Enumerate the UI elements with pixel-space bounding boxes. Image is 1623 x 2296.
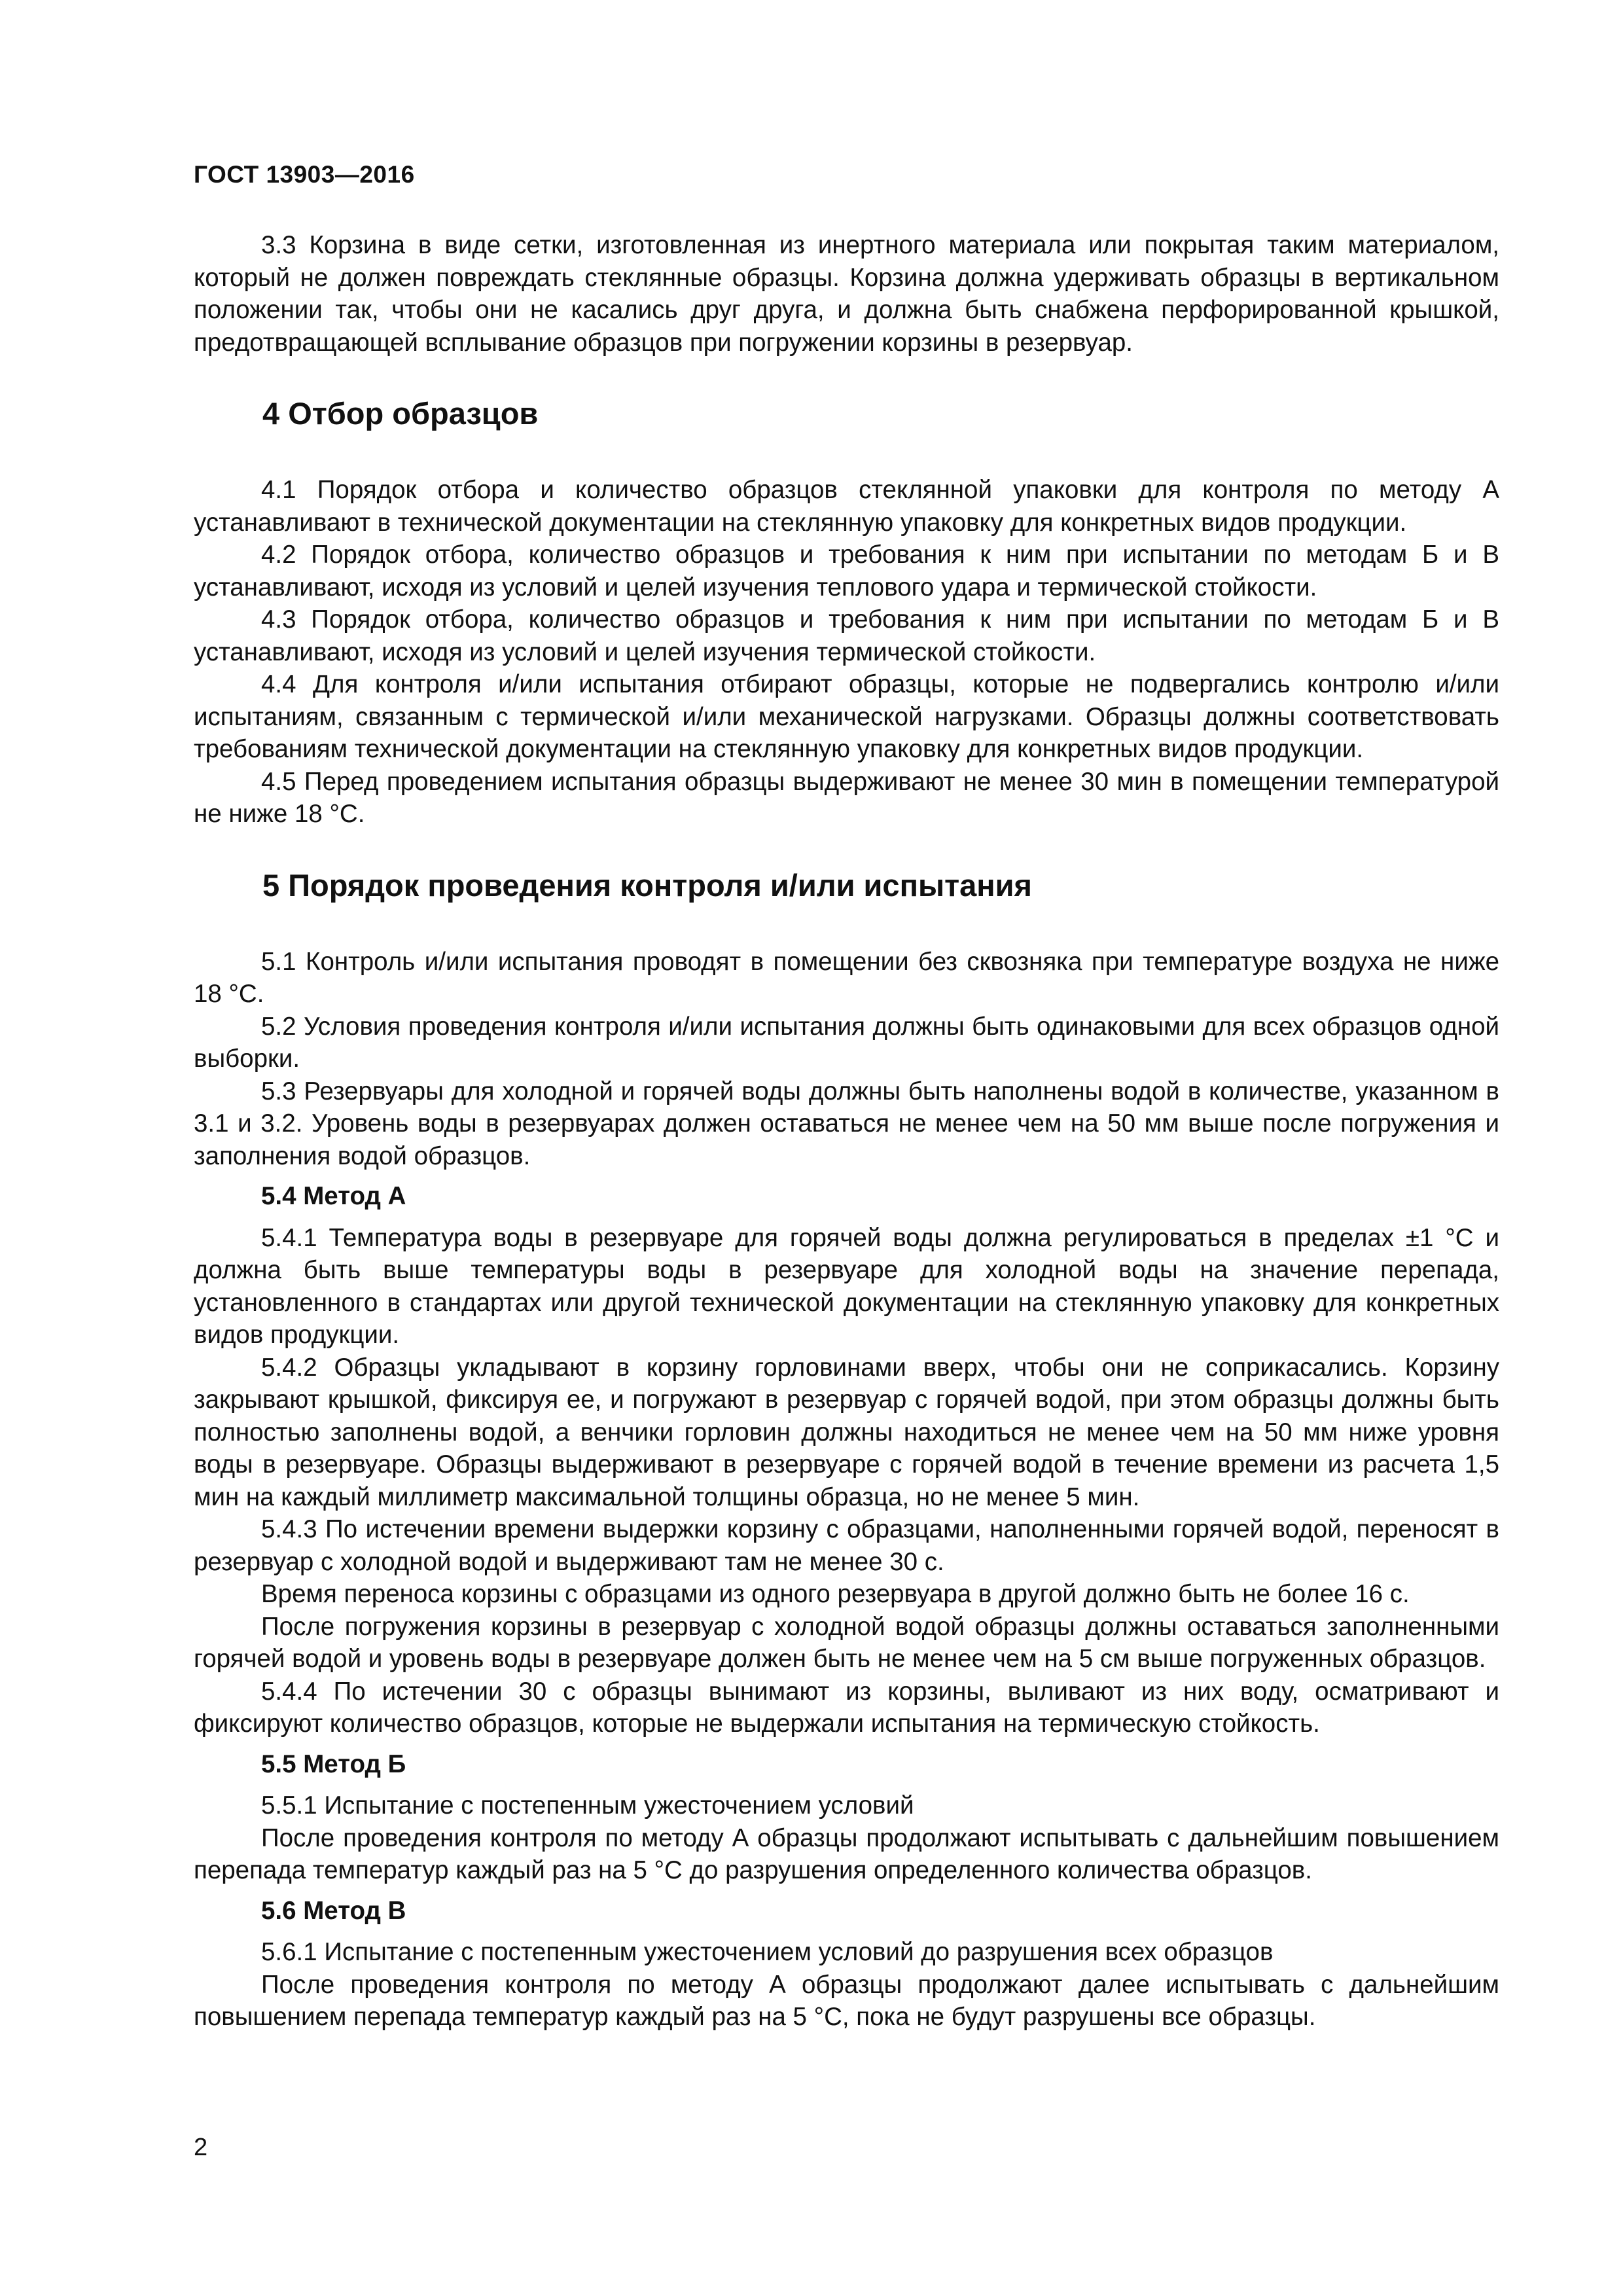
paragraph-5-4-4: 5.4.4 По истечении 30 с образцы вынимают из корзины, выливают из них воду, осматривают и фиксируют количество образцов, которые не выдержали испытания на термическую стойкость. [194, 1677, 1499, 1738]
paragraph-4-5: 4.5 Перед проведением испытания образцы выдерживают не менее 30 мин в помещении температурой не ниже 18 °С. [194, 767, 1499, 828]
subsection-heading-5-4: 5.4 Метод А [261, 1182, 406, 1210]
subsection-heading-5-5: 5.5 Метод Б [261, 1749, 406, 1778]
document-body [194, 229, 1499, 2034]
page-number: 2 [194, 2134, 208, 2161]
paragraph-5-4-1: 5.4.1 Температура воды в резервуаре для горячей воды должна регулироваться в пределах ±1 °С и должна быть выше температуры воды в резервуаре для холодной воды на значение перепада, установленного в стандартах или другой технической документации на стеклянную упаковку для конкретных видов продукции. [194, 1223, 1499, 1349]
subsection-heading-5-6: 5.6 Метод В [261, 1896, 406, 1925]
paragraph-4-2: 4.2 Порядок отбора, количество образцов и требования к ним при испытании по методам Б и В устанавливают, исходя из условий и целей изучения теплового удара и термической стойкости. [194, 541, 1499, 601]
paragraph-5-5-1-text: После проведения контроля по методу А образцы продолжают испытывать с дальнейшим повышением перепада температур каждый раз на 5 °С до разрушения определенного количества образцов. [194, 1823, 1499, 1884]
paragraph-5-4-3-immersion: После погружения корзины в резервуар с холодной водой образцы должны оставаться заполненными горячей водой и уровень воды в резервуаре должен быть не менее чем на 5 см выше погруженных образцов. [194, 1612, 1499, 1673]
paragraph-3-3: 3.3 Корзина в виде сетки, изготовленная из инертного материала или покрытая таким материалом, который не должен повреждать стеклянные образцы. Корзина должна удерживать образцы в вертикальном положении так, чтобы они не касались друг друга, и должна быть снабжена перфорированной крышкой, предотвращающей всплывание образцов при погружении корзины в резервуар. [194, 231, 1499, 357]
paragraph-4-4: 4.4 Для контроля и/или испытания отбирают образцы, которые не подвергались контролю и/или испытаниям, связанным с термической и/или механической нагрузками. Образцы должны соответствовать требованиям технической документации на стеклянную упаковку для конкретных видов продукции. [194, 670, 1499, 763]
document-header: ГОСТ 13903—2016 [194, 161, 415, 188]
section-heading-4: 4 Отбор образцов [262, 396, 539, 431]
paragraph-4-1: 4.1 Порядок отбора и количество образцов стеклянной упаковки для контроля по методу А устанавливают в технической документации на стеклянную упаковку для конкретных видов продукции. [194, 476, 1499, 537]
paragraph-5-4-3: 5.4.3 По истечении времени выдержки корзину с образцами, наполненными горячей водой, переносят в резервуар с холодной водой и выдерживают там не менее 30 с. [194, 1515, 1499, 1576]
paragraph-5-4-2: 5.4.2 Образцы укладывают в корзину горловинами вверх, чтобы они не соприкасались. Корзину закрывают крышкой, фиксируя ее, и погружают в резервуар с горячей водой, при этом образцы должны быть полностью заполнены водой, а венчики горловин должны находиться не менее чем на 50 мм ниже уровня воды в резервуаре. Образцы выдерживают в резервуаре с горячей водой в течение времени из расчета 1,5 мин на каждый миллиметр максимальной толщины образца, но не менее 5 мин. [194, 1353, 1499, 1511]
paragraph-5-4-3-transfer: Время переноса корзины с образцами из одного резервуара в другой должно быть не более 16 с. [261, 1580, 1410, 1608]
paragraph-5-3: 5.3 Резервуары для холодной и горячей воды должны быть наполнены водой в количестве, указанном в 3.1 и 3.2. Уровень воды в резервуарах должен оставаться не менее чем на 50 мм выше после погружения и заполнения водой образцов. [194, 1077, 1499, 1170]
paragraph-4-3: 4.3 Порядок отбора, количество образцов и требования к ним при испытании по методам Б и В устанавливают, исходя из условий и целей изучения термической стойкости. [194, 605, 1499, 666]
paragraph-5-2: 5.2 Условия проведения контроля и/или испытания должны быть одинаковыми для всех образцов одной выборки. [194, 1012, 1499, 1073]
paragraph-5-5-1: 5.5.1 Испытание с постепенным ужесточением условий [261, 1791, 914, 1820]
paragraph-5-6-1-text: После проведения контроля по методу А образцы продолжают далее испытывать с дальнейшим повышением перепада температур каждый раз на 5 °С, пока не будут разрушены все образцы. [194, 1970, 1499, 2031]
paragraph-5-1: 5.1 Контроль и/или испытания проводят в помещении без сквозняка при температуре воздуха не ниже 18 °С. [194, 947, 1499, 1008]
section-heading-5: 5 Порядок проведения контроля и/или испытания [262, 867, 1032, 903]
paragraph-5-6-1: 5.6.1 Испытание с постепенным ужесточением условий до разрушения всех образцов [261, 1938, 1274, 1966]
